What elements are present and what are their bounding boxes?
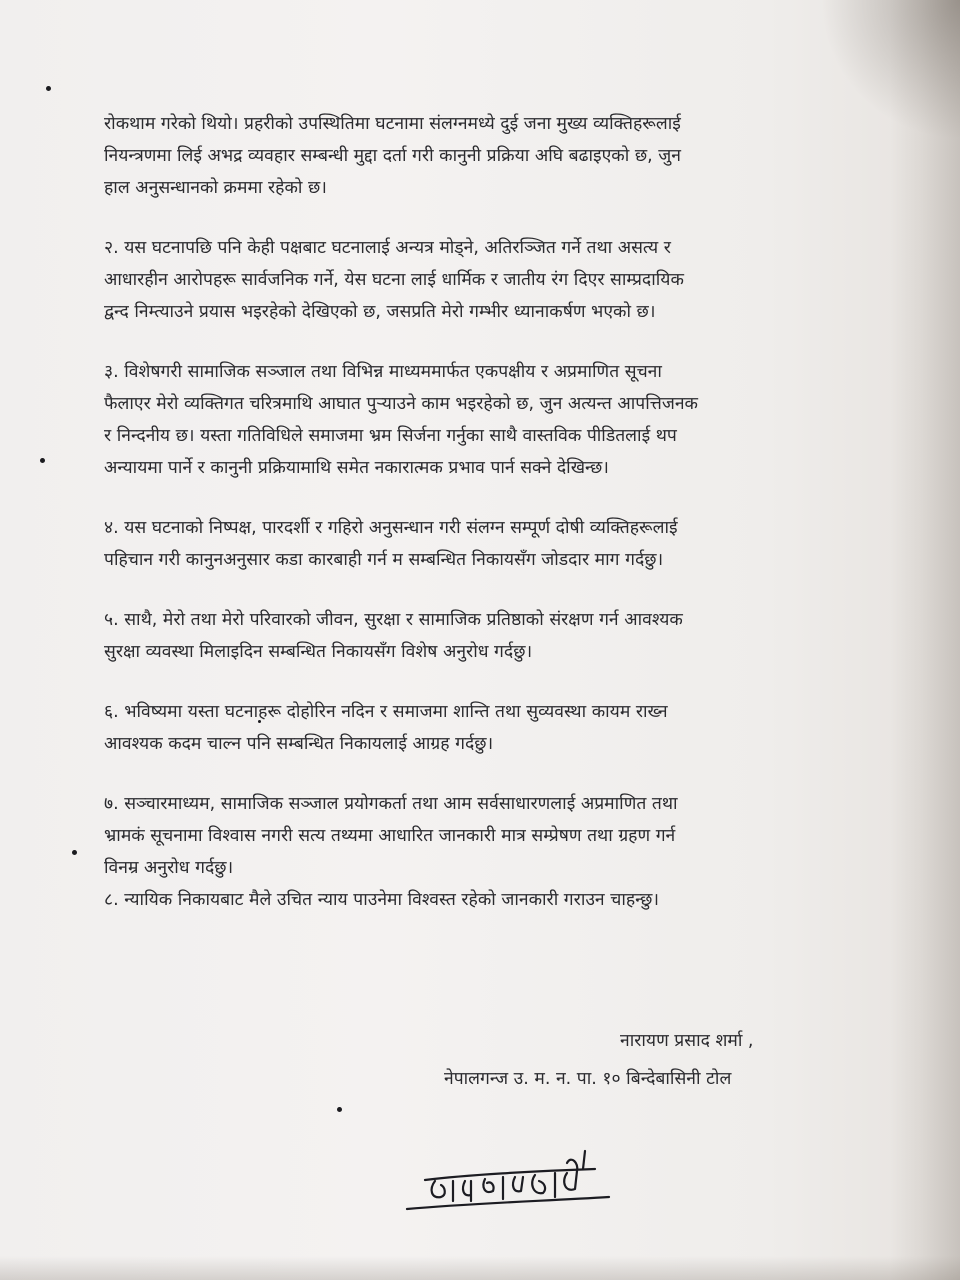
signatory-name: नारायण प्रसाद शर्मा ,: [620, 1031, 754, 1051]
text-line: नियन्त्रणमा लिई अभद्र व्यवहार सम्बन्धी मुद्दा दर्ता गरी कानुनी प्रक्रिया अघि बढाइएको छ, जुन: [104, 146, 681, 166]
text-line: २. यस घटनापछि पनि केही पक्षबाट घटनालाई अन्यत्र मोड्ने, अतिरञ्जित गर्ने तथा असत्य र: [104, 238, 671, 258]
paragraph-gap: [104, 576, 844, 604]
letter-body: [104, 108, 844, 916]
text-line: ७. सञ्चारमाध्यम, सामाजिक सञ्जाल प्रयोगकर्ता तथा आम सर्वसाधारणलाई अप्रमाणित तथा: [104, 794, 678, 814]
text-line: पहिचान गरी कानुनअनुसार कडा कारबाही गर्न म सम्बन्धित निकायसँग जोडदार माग गर्दछु।: [104, 550, 664, 570]
paper-mark: [40, 458, 45, 463]
paper-mark: [72, 850, 77, 855]
paragraph-gap: [104, 204, 844, 232]
paragraph-1: [104, 108, 844, 204]
paragraph-2: [104, 232, 844, 328]
paragraph-4: [104, 512, 844, 576]
paragraph-gap: [104, 668, 844, 696]
paper-mark: [337, 1107, 342, 1112]
paragraph-gap: [104, 760, 844, 788]
text-line: अन्यायमा पार्ने र कानुनी प्रक्रियामाथि समेत नकारात्मक प्रभाव पार्न सक्ने देखिन्छ।: [104, 458, 609, 478]
paper-mark: [46, 86, 51, 91]
text-line: द्वन्द निम्त्याउने प्रयास भइरहेको देखिएको छ, जसप्रति मेरो गम्भीर ध्यानाकर्षण भएको छ।: [104, 302, 656, 322]
text-line: भ्रामकं सूचनामा विश्वास नगरी सत्य तथ्यमा आधारित जानकारी मात्र सम्प्रेषण तथा ग्रहण गर्न: [104, 826, 676, 846]
paragraph-gap: [104, 484, 844, 512]
text-line: ५. साथै, मेरो तथा मेरो परिवारको जीवन, सुरक्षा र सामाजिक प्रतिष्ठाको संरक्षण गर्न आवश्यक: [104, 610, 683, 630]
paragraph-3: [104, 356, 844, 484]
text-line: फैलाएर मेरो व्यक्तिगत चरित्रमाथि आघात पुऱ्याउने काम भइरहेको छ, जुन अत्यन्त आपत्तिजनक: [104, 394, 698, 414]
text-line: आधारहीन आरोपहरू सार्वजनिक गर्ने, येस घटना लाई धार्मिक र जातीय रंग दिएर साम्प्रदायिक: [104, 270, 684, 290]
text-line: ३. विशेषगरी सामाजिक सञ्जाल तथा विभिन्न माध्यममार्फत एकपक्षीय र अप्रमाणित सूचना: [104, 362, 662, 382]
paper-edge-shadow: [890, 0, 960, 1280]
text-line: विनम्र अनुरोध गर्दछु।: [104, 858, 234, 878]
text-line: ८. न्यायिक निकायबाट मैले उचित न्याय पाउनेमा विश्वस्त रहेको जानकारी गराउन चाहन्छु।: [104, 890, 660, 910]
signatory-address: नेपालगन्ज उ. म. न. पा. १० बिन्देबासिनी टोल: [444, 1069, 732, 1089]
text-line: सुरक्षा व्यवस्था मिलाइदिन सम्बन्धित निकायसँग विशेष अनुरोध गर्दछु।: [104, 642, 533, 662]
text-line: रोकथाम गरेको थियो। प्रहरीको उपस्थितिमा घटनामा संलग्नमध्ये दुई जना मुख्य व्यक्तिहरूलाई: [104, 114, 681, 134]
paragraph-6: [104, 696, 844, 760]
text-line: ६. भविष्यमा यस्ता घटनाहरू दोहोरिन नदिन र समाजमा शान्ति तथा सुव्यवस्था कायम राख्न: [104, 702, 668, 722]
paragraph-5: [104, 604, 844, 668]
text-line: ४. यस घटनाको निष्पक्ष, पारदर्शी र गहिरो अनुसन्धान गरी संलग्न सम्पूर्ण दोषी व्यक्तिहरूलाई: [104, 518, 678, 538]
handwritten-signature: [395, 1145, 625, 1220]
paragraph-7: [104, 788, 844, 916]
text-line: हाल अनुसन्धानको क्रममा रहेको छ।: [104, 178, 327, 198]
paragraph-gap: [104, 328, 844, 356]
text-line: र निन्दनीय छ। यस्ता गतिविधिले समाजमा भ्रम सिर्जना गर्नुका साथै वास्तविक पीडितलाई थप: [104, 426, 677, 446]
text-line: आवश्यक कदम चाल्न पनि सम्बन्धित निकायलाई आग्रह गर्दछु।: [104, 734, 494, 754]
bottom-shadow: [0, 1256, 960, 1280]
